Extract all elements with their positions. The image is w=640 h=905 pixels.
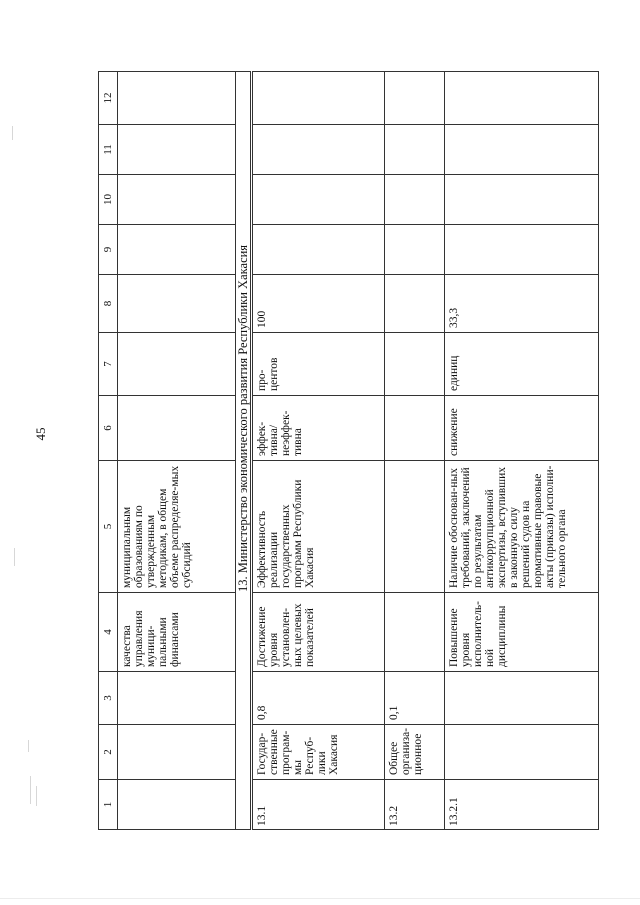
table-cell xyxy=(385,461,445,593)
rotated-table-frame xyxy=(98,72,625,830)
section-title: 13. Министерство экономического развития Республики Хакасия xyxy=(236,72,252,830)
row-number: 13.1 xyxy=(252,780,385,830)
table-cell: про-центов xyxy=(252,333,385,396)
header-cell: 10 xyxy=(99,175,118,225)
table-cell xyxy=(385,72,445,125)
scan-speck xyxy=(12,126,13,140)
table-row xyxy=(385,72,445,830)
indicator-table xyxy=(98,71,599,830)
table-cell: качества управления муници-пальными финансами xyxy=(118,593,236,672)
continuation-row xyxy=(118,72,236,830)
header-cell: 4 xyxy=(99,593,118,672)
table-cell xyxy=(385,175,445,225)
header-cell: 6 xyxy=(99,396,118,461)
scan-speck xyxy=(14,548,15,566)
table-cell xyxy=(445,125,599,175)
table-cell: снижение xyxy=(445,396,599,461)
table-cell xyxy=(118,396,236,461)
table-cell: эффек-тивна/ неэффек-тивна xyxy=(252,396,385,461)
table-cell: муниципальным образованиям по утвержденным методикам, в общем объеме распределяе-мых субсидий xyxy=(118,461,236,593)
table-cell xyxy=(118,672,236,725)
table-cell xyxy=(118,175,236,225)
table-cell xyxy=(118,333,236,396)
table-cell: Наличие обоснован-ных требований, заключений по результатам антикоррупционной экспертизы, вступивших в законную силу решений судов на нормативные правовые акты (приказы) исполни-тельного органа xyxy=(445,461,599,593)
page-bottom-edge xyxy=(0,898,640,899)
table-cell xyxy=(385,333,445,396)
scan-speck xyxy=(28,740,29,752)
header-cell: 5 xyxy=(99,461,118,593)
table-cell xyxy=(445,225,599,275)
row-number: 13.2 xyxy=(385,780,445,830)
page-number: 45 xyxy=(33,427,48,441)
table-cell: Общее организа-ционное xyxy=(385,725,445,780)
table-row xyxy=(252,72,385,830)
table-cell xyxy=(252,125,385,175)
scan-speck xyxy=(30,776,31,804)
table-cell xyxy=(118,125,236,175)
row-number: 13.2.1 xyxy=(445,780,599,830)
table-cell xyxy=(252,225,385,275)
table-cell xyxy=(445,725,599,780)
table-cell: Государ-ственные програм-мы Респуб-лики Хакасия xyxy=(252,725,385,780)
table-cell: 33,3 xyxy=(445,275,599,333)
table-cell: Достижение уровня установлен-ных целевых показателей xyxy=(252,593,385,672)
table-cell xyxy=(118,725,236,780)
header-cell: 3 xyxy=(99,672,118,725)
table-cell xyxy=(385,593,445,672)
table-cell xyxy=(118,72,236,125)
header-cell: 2 xyxy=(99,725,118,780)
header-cell: 7 xyxy=(99,333,118,396)
table-cell xyxy=(252,175,385,225)
header-cell: 11 xyxy=(99,125,118,175)
table-row xyxy=(445,72,599,830)
table-cell: Повышение уровня исполнитель-ной дисциплины xyxy=(445,593,599,672)
table-cell xyxy=(385,275,445,333)
table-cell xyxy=(445,175,599,225)
table-cell xyxy=(118,225,236,275)
header-cell: 9 xyxy=(99,225,118,275)
table-cell: 0,1 xyxy=(385,672,445,725)
table-cell xyxy=(385,396,445,461)
table-cell: 100 xyxy=(252,275,385,333)
section-row xyxy=(236,72,252,830)
table-cell: единиц xyxy=(445,333,599,396)
header-cell: 12 xyxy=(99,72,118,125)
table-cell xyxy=(445,672,599,725)
scan-speck xyxy=(36,786,37,806)
table-cell xyxy=(385,225,445,275)
table-cell xyxy=(445,72,599,125)
table-cell xyxy=(118,780,236,830)
table-cell xyxy=(118,275,236,333)
table-cell: 0,8 xyxy=(252,672,385,725)
header-row xyxy=(99,72,118,830)
table-cell xyxy=(385,125,445,175)
header-cell: 1 xyxy=(99,780,118,830)
table-cell xyxy=(252,72,385,125)
table-cell: Эффективность реализации государственных программ Республики Хакасия xyxy=(252,461,385,593)
header-cell: 8 xyxy=(99,275,118,333)
